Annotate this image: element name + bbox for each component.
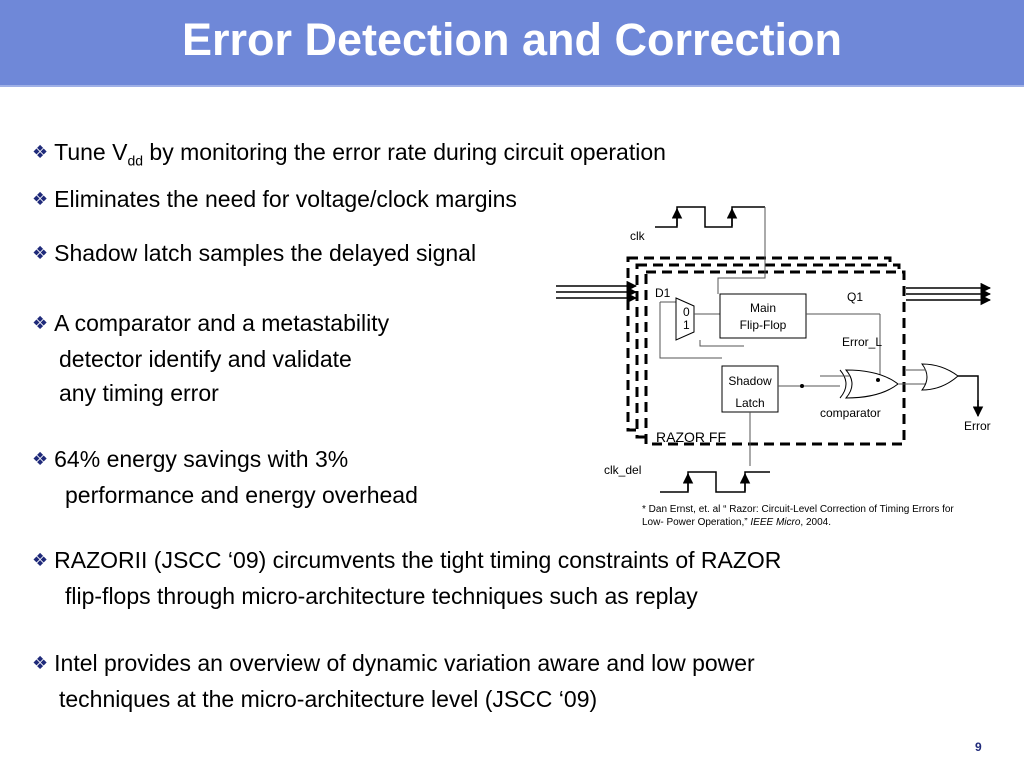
shadow-latch-label: Latch — [735, 396, 765, 410]
citation-journal: IEEE Micro — [750, 517, 801, 528]
razor-ff-label: RAZOR FF — [656, 429, 726, 445]
bullet-diamond-icon: ❖ — [32, 449, 49, 469]
d1-label: D1 — [655, 286, 671, 300]
bullet-text: any timing error — [59, 380, 219, 406]
bullet-diamond-icon: ❖ — [32, 653, 49, 673]
title-divider — [0, 85, 1024, 87]
citation-text: * Dan Ernst, et. al “ Razor: Circuit-Level Correction of Timing Errors for Low- Power Operation,” — [642, 504, 954, 528]
bullet-energy-savings — [32, 442, 418, 512]
bullet-text: 64% energy savings with 3% — [54, 446, 349, 472]
main-ff-label: Flip-Flop — [739, 318, 787, 332]
bullet-text: Tune V — [54, 139, 128, 165]
bullet-comparator — [32, 306, 389, 410]
mux-input-1: 1 — [683, 318, 690, 332]
bullet-diamond-icon: ❖ — [32, 243, 49, 263]
bullet-diamond-icon: ❖ — [32, 142, 49, 162]
bullet-text: A comparator and a metastability — [54, 310, 390, 336]
main-ff-label: Main — [749, 301, 777, 315]
bullet-text: Intel provides an overview of dynamic variation aware and low power — [54, 650, 755, 676]
q1-label: Q1 — [847, 290, 864, 304]
bullet-text: Shadow latch samples the delayed signal — [54, 240, 477, 266]
bullet-text: performance and energy overhead — [65, 482, 418, 508]
razor-ff-diagram — [545, 195, 1015, 535]
bullet-tune-vdd — [32, 135, 666, 178]
bullet-text: by monitoring the error rate during circuit operation — [143, 139, 666, 165]
clk-waveform — [655, 207, 765, 227]
razor-ff-schematic — [545, 195, 1015, 535]
citation-text: , 2004. — [800, 517, 831, 528]
clk-del-label: clk_del — [604, 463, 642, 477]
bullet-text: Eliminates the need for voltage/clock margins — [54, 186, 517, 212]
bullet-shadow-latch — [32, 236, 476, 272]
bullet-diamond-icon: ❖ — [32, 189, 49, 209]
citation — [642, 503, 962, 529]
bullet-razorii — [32, 543, 781, 613]
error-output-label: Error — [964, 419, 991, 433]
or-gate — [922, 364, 958, 390]
bullet-text: RAZORII (JSCC ‘09) circumvents the tight timing constraints of RAZOR — [54, 547, 782, 573]
bullet-text: flip-flops through micro-architecture techniques such as replay — [65, 583, 698, 609]
mux-input-0: 0 — [683, 305, 690, 319]
bullet-intel — [32, 646, 755, 716]
bullet-text: detector identify and validate — [59, 346, 352, 372]
bullet-eliminates-margins — [32, 182, 517, 218]
title-bar — [0, 0, 1024, 85]
slide-title: Error Detection and Correction — [181, 14, 843, 65]
bullet-diamond-icon: ❖ — [32, 313, 49, 333]
bullet-text: techniques at the micro-architecture level (JSCC ‘09) — [59, 686, 598, 712]
comparator-label: comparator — [820, 406, 881, 420]
bullet-subscript: dd — [127, 152, 144, 169]
page-number: 9 — [975, 740, 982, 754]
bullet-diamond-icon: ❖ — [32, 550, 49, 570]
error-l-label: Error_L — [842, 335, 883, 349]
shadow-latch-label: Shadow — [728, 374, 772, 388]
clk-del-waveform — [660, 472, 770, 492]
clk-label: clk — [630, 229, 645, 243]
